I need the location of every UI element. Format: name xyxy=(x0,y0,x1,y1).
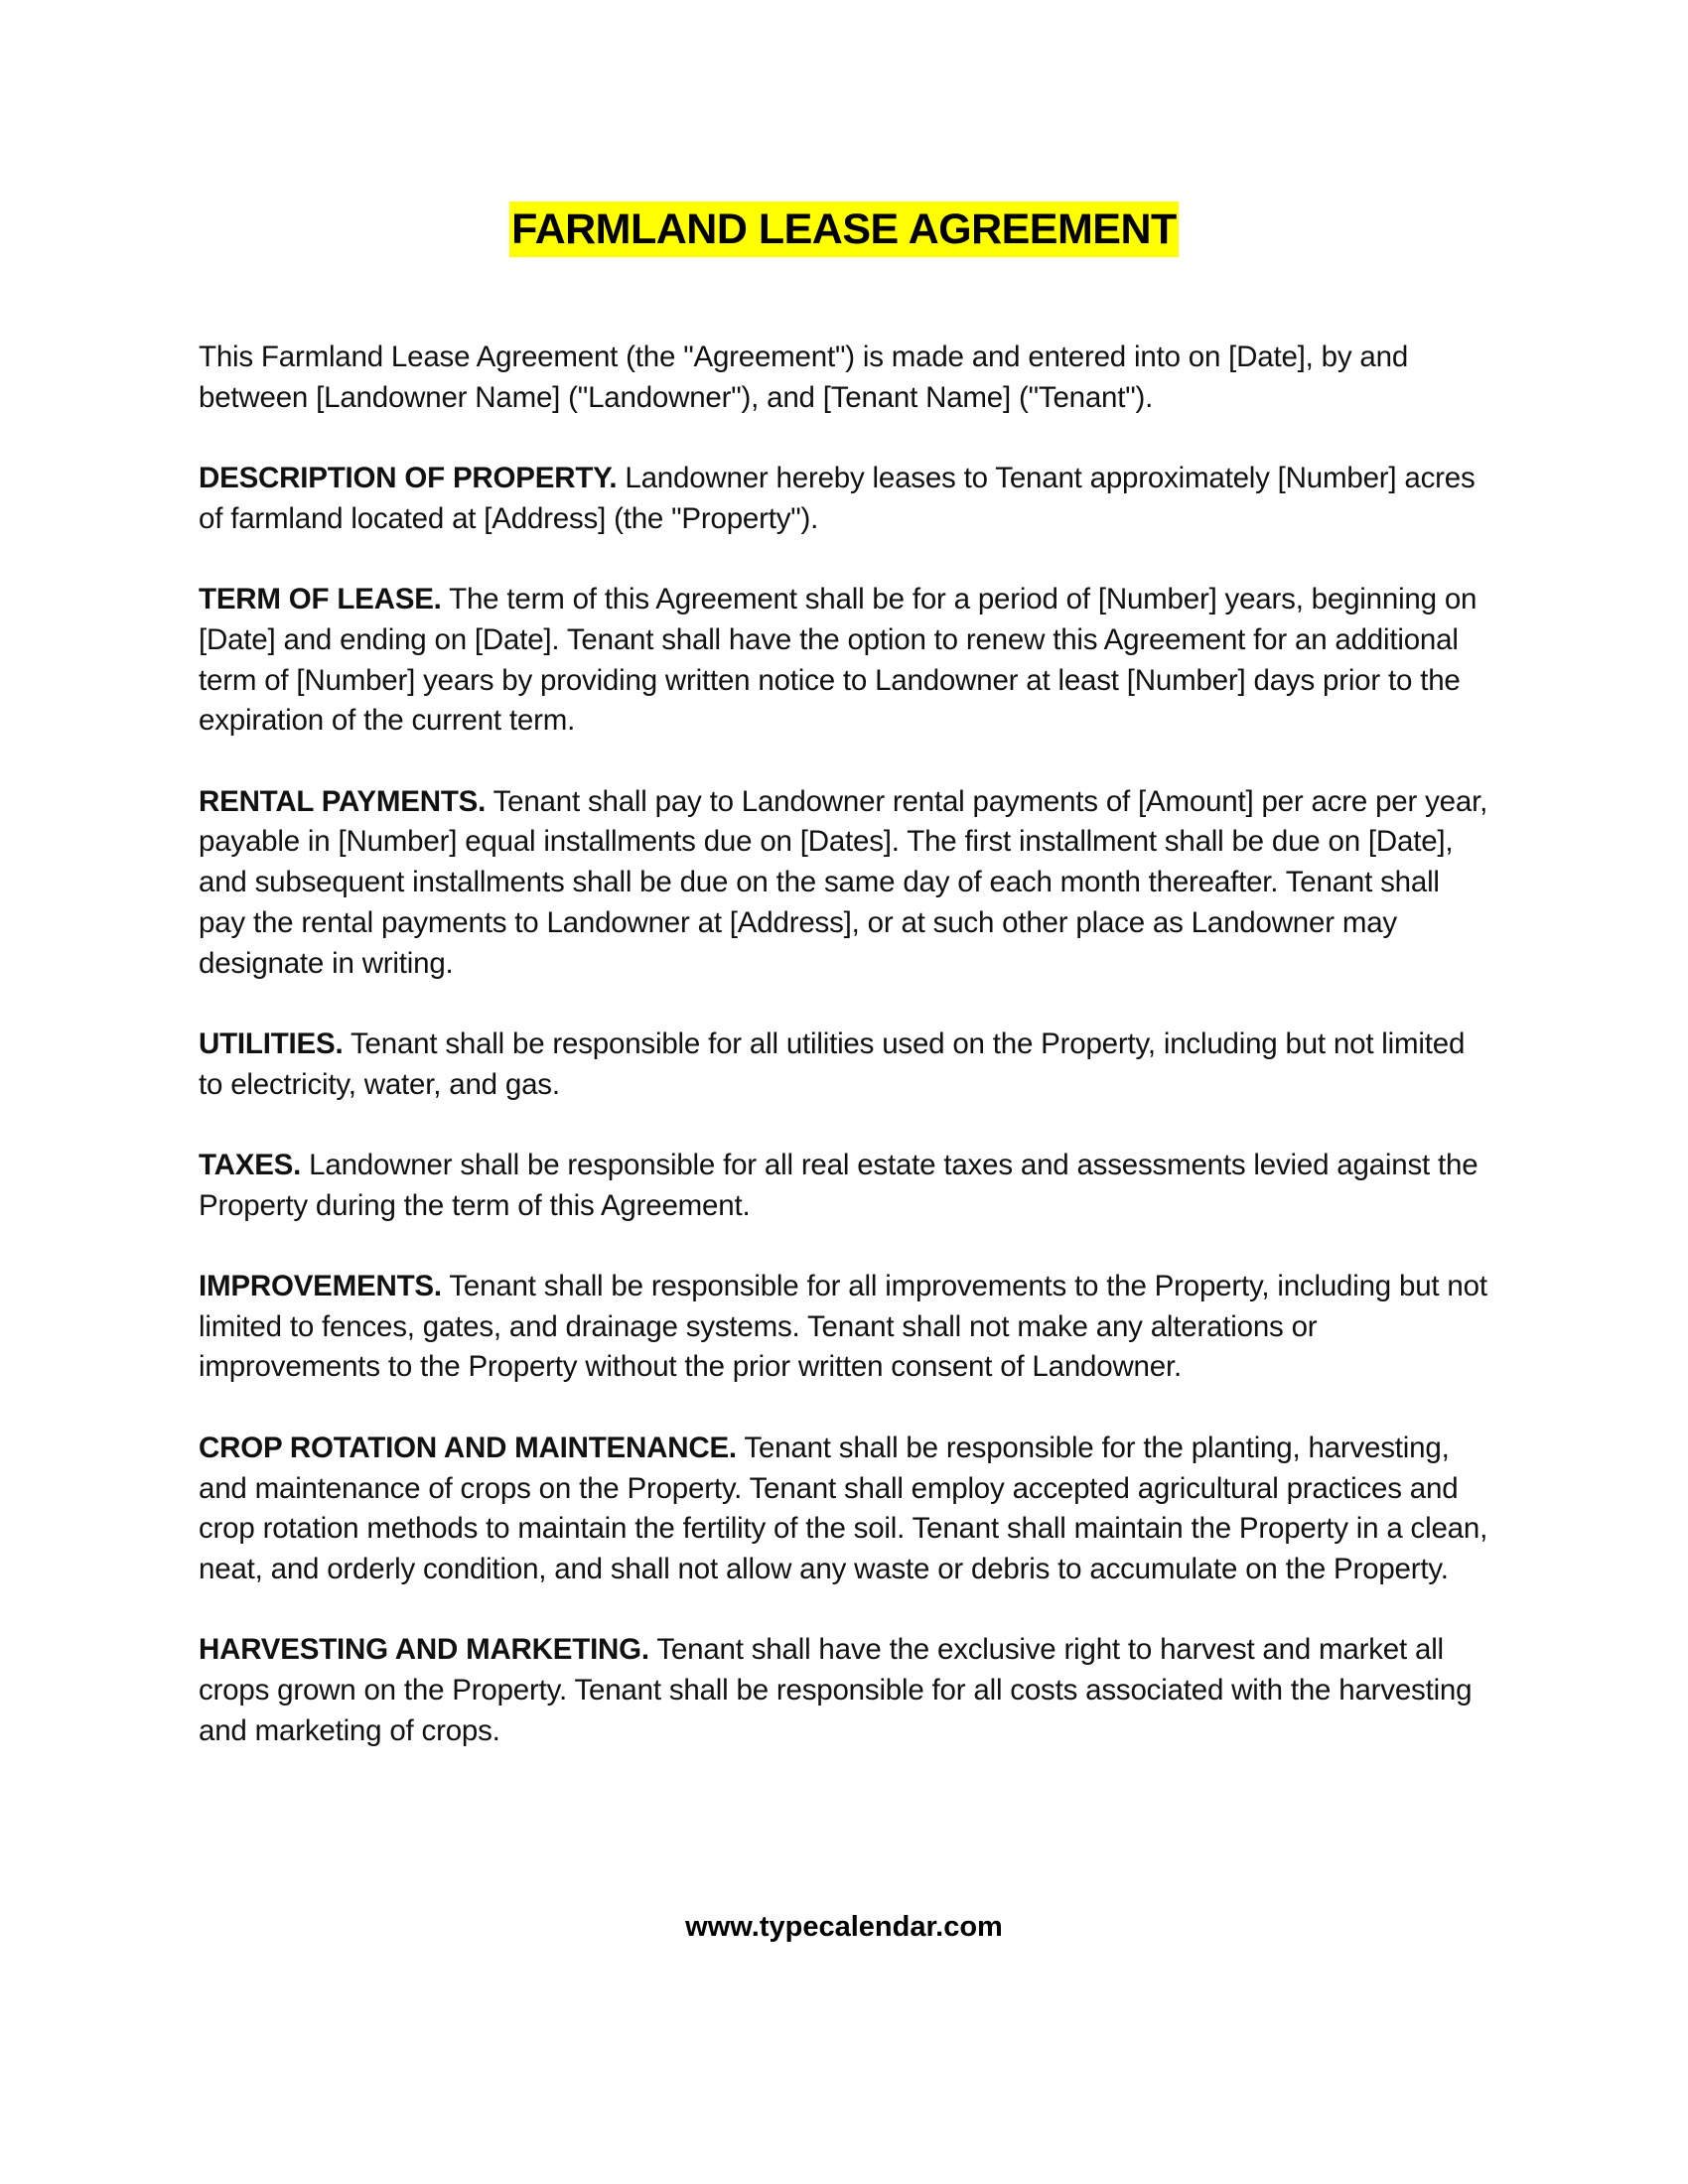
section-text: Landowner shall be responsible for all real estate taxes and assessments levied against the Property during the term of this Agreement. xyxy=(199,1148,1478,1222)
section-text: Tenant shall be responsible for all utilities used on the Property, including but not limited to electricity, water, and gas. xyxy=(199,1026,1466,1101)
section-text: Tenant shall be responsible for all improvements to the Property, including but not limited to fences, gates, and drainage systems. Tenant shall not make any alterations or improvements to the Property without the prior written consent of Landowner. xyxy=(199,1270,1487,1384)
title-container xyxy=(0,202,1688,257)
section-heading: DESCRIPTION OF PROPERTY. xyxy=(199,462,618,495)
section-heading: CROP ROTATION AND MAINTENANCE. xyxy=(199,1431,737,1464)
section-harvesting-marketing xyxy=(199,1630,1489,1751)
section-text: Tenant shall have the exclusive right to harvest and market all crops grown on the Property. Tenant shall be responsible for all costs associated with the harvesting and marketing of crops. xyxy=(199,1633,1473,1747)
intro-paragraph: This Farmland Lease Agreement (the "Agreement") is made and entered into on [Date], by and between [Landowner Name] ("Landowner"), and [Tenant Name] ("Tenant"). xyxy=(199,341,1409,414)
section-text: Tenant shall pay to Landowner rental payments of [Amount] per acre per year, payable in [Number] equal installments due on [Dates]. The first installment shall be due on [Date], and subsequent installments shall be due on the same day of each month thereafter. Tenant shall pay the rental payments to Landowner at [Address], or at such other place as Landowner may designate in writing. xyxy=(199,784,1488,980)
section-heading: IMPROVEMENTS. xyxy=(199,1270,442,1303)
section-utilities xyxy=(199,1024,1489,1105)
section-text: Landowner hereby leases to Tenant approximately [Number] acres of farmland located at [Address] (the "Property"). xyxy=(199,462,1476,535)
section-rental-payments xyxy=(199,782,1489,985)
section-heading: TERM OF LEASE. xyxy=(199,583,442,616)
section-taxes xyxy=(199,1146,1489,1226)
footer-website: www.typecalendar.com xyxy=(685,1911,1003,1943)
section-text: Tenant shall be responsible for the planting, harvesting, and maintenance of crops on the Property. Tenant shall employ accepted agricultural practices and crop rotation methods to maintain the fertility of the soil. Tenant shall maintain the Property in a clean, neat, and orderly condition, and shall not allow any waste or debris to accumulate on the Property. xyxy=(199,1431,1488,1585)
document-body xyxy=(199,338,1489,1792)
section-crop-rotation xyxy=(199,1429,1489,1590)
section-term-of-lease xyxy=(199,580,1489,742)
section-heading: RENTAL PAYMENTS. xyxy=(199,784,487,818)
section-text: The term of this Agreement shall be for a period of [Number] years, beginning on [Date] and ending on [Date]. Tenant shall have the option to renew this Agreement for an additional term of [Number] years by providing written notice to Landowner at least [Number] days prior to the expiration of the current term. xyxy=(199,583,1477,738)
section-heading: HARVESTING AND MARKETING. xyxy=(199,1633,649,1667)
document-title: FARMLAND LEASE AGREEMENT xyxy=(509,202,1179,257)
section-improvements xyxy=(199,1267,1489,1388)
section-description-of-property xyxy=(199,459,1489,539)
section-heading: UTILITIES. xyxy=(199,1026,344,1060)
section-heading: TAXES. xyxy=(199,1148,302,1181)
